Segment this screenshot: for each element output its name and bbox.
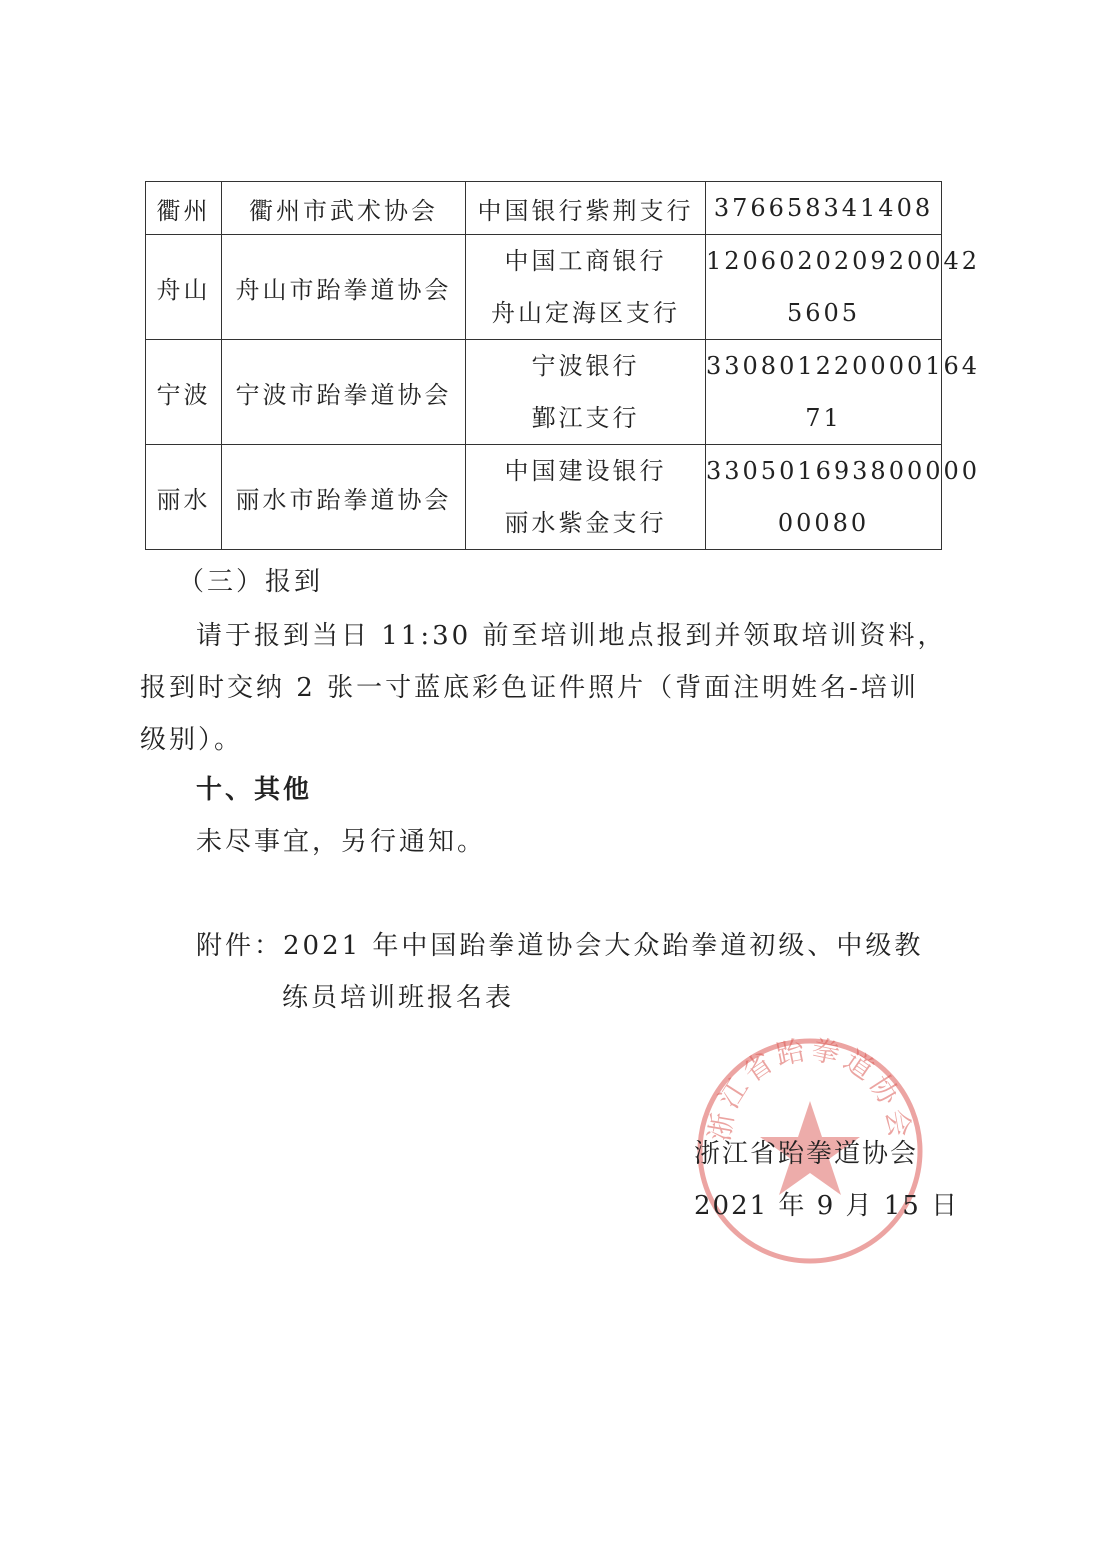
report-paragraph-line: 级别）。	[140, 725, 244, 755]
account-line: 120602020920042	[706, 247, 981, 275]
bank-cell	[466, 235, 706, 340]
table-row	[146, 235, 942, 340]
association-cell: 丽水市跆拳道协会	[222, 445, 466, 550]
association-cell: 宁波市跆拳道协会	[222, 340, 466, 445]
account-cell	[706, 235, 981, 340]
region-cell: 舟山	[146, 235, 222, 340]
bank-line: 舟山定海区支行	[491, 299, 680, 327]
region-cell: 丽水	[146, 445, 222, 550]
table-row	[146, 182, 942, 235]
account-line: 00080	[777, 509, 870, 537]
seal-text: 浙江省跆拳道协会	[702, 1035, 918, 1144]
attachment-line: 练员培训班报名表	[282, 983, 515, 1013]
bank-line: 宁波银行	[531, 352, 640, 380]
bank-line: 中国建设银行	[504, 457, 667, 485]
account-line: 5605	[786, 299, 861, 327]
account-cell	[706, 445, 981, 550]
account-line: 330501693800000	[706, 457, 981, 485]
signature-org: 浙江省跆拳道协会	[694, 1139, 919, 1169]
bank-account-table	[145, 181, 981, 550]
report-heading: （三）报到	[178, 567, 324, 597]
region-cell: 宁波	[146, 340, 222, 445]
other-heading: 十、其他	[196, 775, 313, 805]
other-body: 未尽事宜，另行通知。	[196, 827, 487, 857]
table-row	[146, 445, 942, 550]
report-paragraph-line: 报到时交纳 2 张一寸蓝底彩色证件照片（背面注明姓名-培训	[140, 673, 919, 703]
region-cell: 衢州	[146, 182, 222, 235]
association-cell: 舟山市跆拳道协会	[222, 235, 466, 340]
account-line: 330801220000164	[706, 352, 981, 380]
account-line: 71	[805, 404, 842, 432]
bank-cell	[466, 340, 706, 445]
bank-cell: 中国银行紫荆支行	[466, 182, 706, 235]
table-row	[146, 340, 942, 445]
report-paragraph-line: 请于报到当日 11:30 前至培训地点报到并领取培训资料，	[196, 621, 947, 651]
bank-cell	[466, 445, 706, 550]
bank-line: 中国工商银行	[504, 247, 667, 275]
bank-line: 丽水紫金支行	[504, 509, 667, 537]
account-cell	[706, 340, 981, 445]
association-cell: 衢州市武术协会	[222, 182, 466, 235]
bank-line: 鄞江支行	[531, 404, 640, 432]
account-cell: 376658341408	[706, 182, 942, 235]
attachment-line: 附件：2021 年中国跆拳道协会大众跆拳道初级、中级教	[196, 931, 924, 961]
signature-date: 2021 年 9 月 15 日	[694, 1191, 960, 1221]
